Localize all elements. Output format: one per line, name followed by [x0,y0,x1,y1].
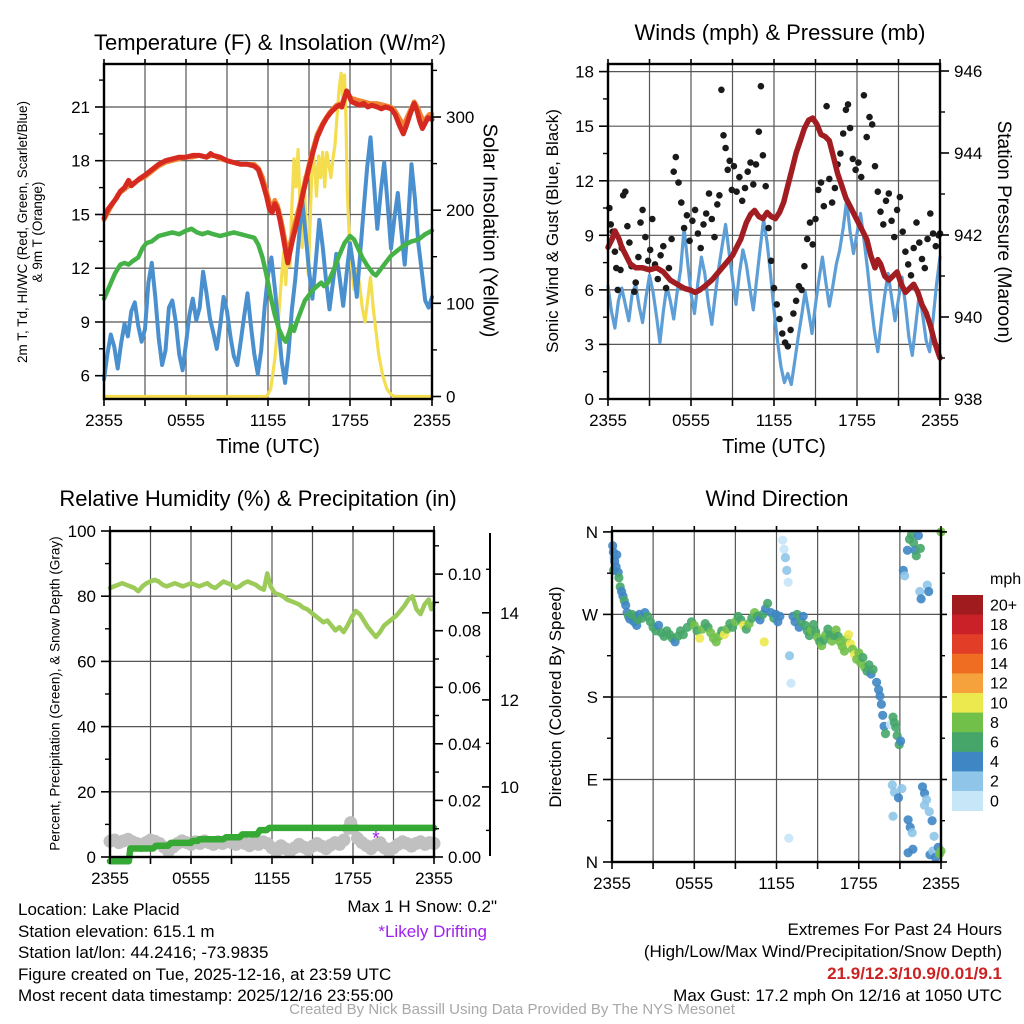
svg-text:0: 0 [86,848,96,867]
chart-title-temperature: Temperature (F) & Insolation (W/m²) [93,30,447,55]
svg-text:2355: 2355 [589,411,627,430]
tl-yaxis-left-label-line2: & 9m T (Orange) [30,181,45,283]
svg-text:12: 12 [500,690,519,710]
svg-text:12: 12 [71,259,90,279]
svg-text:15: 15 [575,117,594,137]
info-timestamp: Most recent data timestamp: 2025/12/16 23:55:00 [18,986,394,1005]
svg-text:0: 0 [584,390,594,409]
svg-text:15: 15 [71,205,90,225]
extremes-gust: Max Gust: 17.2 mph On 12/16 at 1050 UTC [673,986,1002,1005]
svg-text:9: 9 [584,226,594,246]
svg-text:18: 18 [990,616,1008,634]
svg-text:944: 944 [954,143,983,163]
svg-text:2355: 2355 [413,411,451,430]
svg-text:S: S [586,687,598,707]
svg-text:4: 4 [990,754,999,772]
svg-text:21: 21 [71,97,90,117]
svg-text:14: 14 [990,656,1008,674]
extremes-subtitle: (High/Low/Max Wind/Precipitation/Snow Depth) [643,942,1002,961]
svg-text:100: 100 [446,294,475,314]
svg-text:E: E [586,770,598,790]
svg-text:1755: 1755 [838,411,876,430]
speed-colorbar [952,571,1021,811]
svg-text:1755: 1755 [334,869,372,888]
svg-text:W: W [581,605,598,625]
svg-text:40: 40 [77,717,96,737]
svg-text:14: 14 [500,603,519,623]
br-yaxis-left-label: Direction (Colored By Speed) [546,586,565,808]
svg-text:60: 60 [77,652,96,672]
svg-text:0.00: 0.00 [448,848,482,867]
svg-text:1155: 1155 [253,869,291,888]
svg-text:0555: 0555 [167,411,205,430]
tl-yaxis-left-label [15,0,45,472]
svg-text:mph: mph [990,571,1022,588]
tr-yaxis-right-label: Station Pressure (Maroon) [993,120,1014,344]
svg-text:0555: 0555 [172,869,210,888]
svg-text:0555: 0555 [672,411,710,430]
svg-text:2355: 2355 [921,411,959,430]
svg-text:0.06: 0.06 [448,678,482,698]
svg-text:0.10: 0.10 [448,565,482,585]
svg-text:1755: 1755 [839,874,878,893]
tr-xaxis-label: Time (UTC) [722,436,826,458]
svg-text:100: 100 [67,522,96,541]
svg-text:6: 6 [80,366,90,386]
svg-text:1155: 1155 [755,411,793,430]
svg-text:2: 2 [990,773,999,791]
svg-text:3: 3 [584,335,594,355]
max-snow-note: Max 1 H Snow: 0.2" [347,897,497,916]
footer-credit: Created By Nick Bassill Using Data Provided By The NYS Mesonet [289,1001,735,1018]
svg-text:2355: 2355 [85,411,123,430]
info-created: Figure created on Tue, 2025-12-16, at 23:59 UTC [18,964,392,984]
svg-text:1755: 1755 [331,411,369,430]
svg-text:1155: 1155 [758,874,795,893]
tl-yaxis-left-label-line1: 2m T, Td, HI/WC (Red, Green, Scarlet/Blue) [15,100,30,364]
svg-text:16: 16 [990,636,1008,654]
svg-text:2355: 2355 [593,874,631,893]
svg-text:1155: 1155 [249,411,287,430]
svg-text:0.02: 0.02 [448,791,482,811]
svg-text:20+: 20+ [990,597,1018,615]
svg-text:2355: 2355 [922,874,960,893]
likely-drifting-note: *Likely Drifting [378,922,487,941]
extremes-block [520,919,1002,1007]
svg-text:N: N [585,853,598,872]
svg-text:946: 946 [954,61,983,81]
svg-text:0555: 0555 [675,874,714,893]
svg-text:200: 200 [446,201,475,221]
chart-title-humidity: Relative Humidity (%) & Precipitation (in) [59,486,457,511]
tl-xaxis-label: Time (UTC) [216,436,320,458]
svg-text:0.04: 0.04 [448,734,482,754]
svg-text:*: * [372,828,380,850]
svg-text:6: 6 [584,280,594,300]
svg-text:940: 940 [954,307,983,327]
svg-text:2355: 2355 [415,869,453,888]
svg-text:80: 80 [77,587,96,607]
chart-title-winds: Winds (mph) & Pressure (mb) [634,20,926,45]
svg-text:12: 12 [575,171,594,191]
extremes-values: 21.9/12.3/10.9/0.01/9.1 [827,964,1002,983]
tl-yaxis-right-label: Solar Insolation (Yellow) [478,123,501,338]
svg-text:9: 9 [80,312,90,332]
svg-text:0: 0 [990,793,999,811]
svg-text:12: 12 [990,675,1008,693]
svg-text:0: 0 [446,387,456,407]
svg-text:8: 8 [990,714,999,732]
svg-text:N: N [585,522,598,542]
svg-text:10: 10 [990,695,1008,713]
svg-text:938: 938 [954,390,983,409]
svg-text:6: 6 [990,734,999,752]
svg-text:10: 10 [500,777,519,797]
svg-text:2355: 2355 [91,869,129,888]
chart-title-wind-direction: Wind Direction [705,486,849,511]
extremes-title: Extremes For Past 24 Hours [787,920,1002,939]
tr-yaxis-left-label: Sonic Wind & Gust (Blue, Black) [543,109,562,353]
svg-text:942: 942 [954,225,983,245]
info-latlon: Station lat/lon: 44.2416; -73.9835 [18,943,269,962]
svg-text:18: 18 [575,62,594,82]
info-location: Location: Lake Placid [18,900,180,919]
svg-text:0.08: 0.08 [448,621,482,641]
bl-yaxis-left-label: Percent, Precipitation (Green), & Snow Depth (Gray) [47,536,63,851]
svg-text:300: 300 [446,108,475,128]
svg-text:18: 18 [71,151,90,171]
info-elevation: Station elevation: 615.1 m [18,921,215,941]
svg-text:20: 20 [77,782,96,802]
